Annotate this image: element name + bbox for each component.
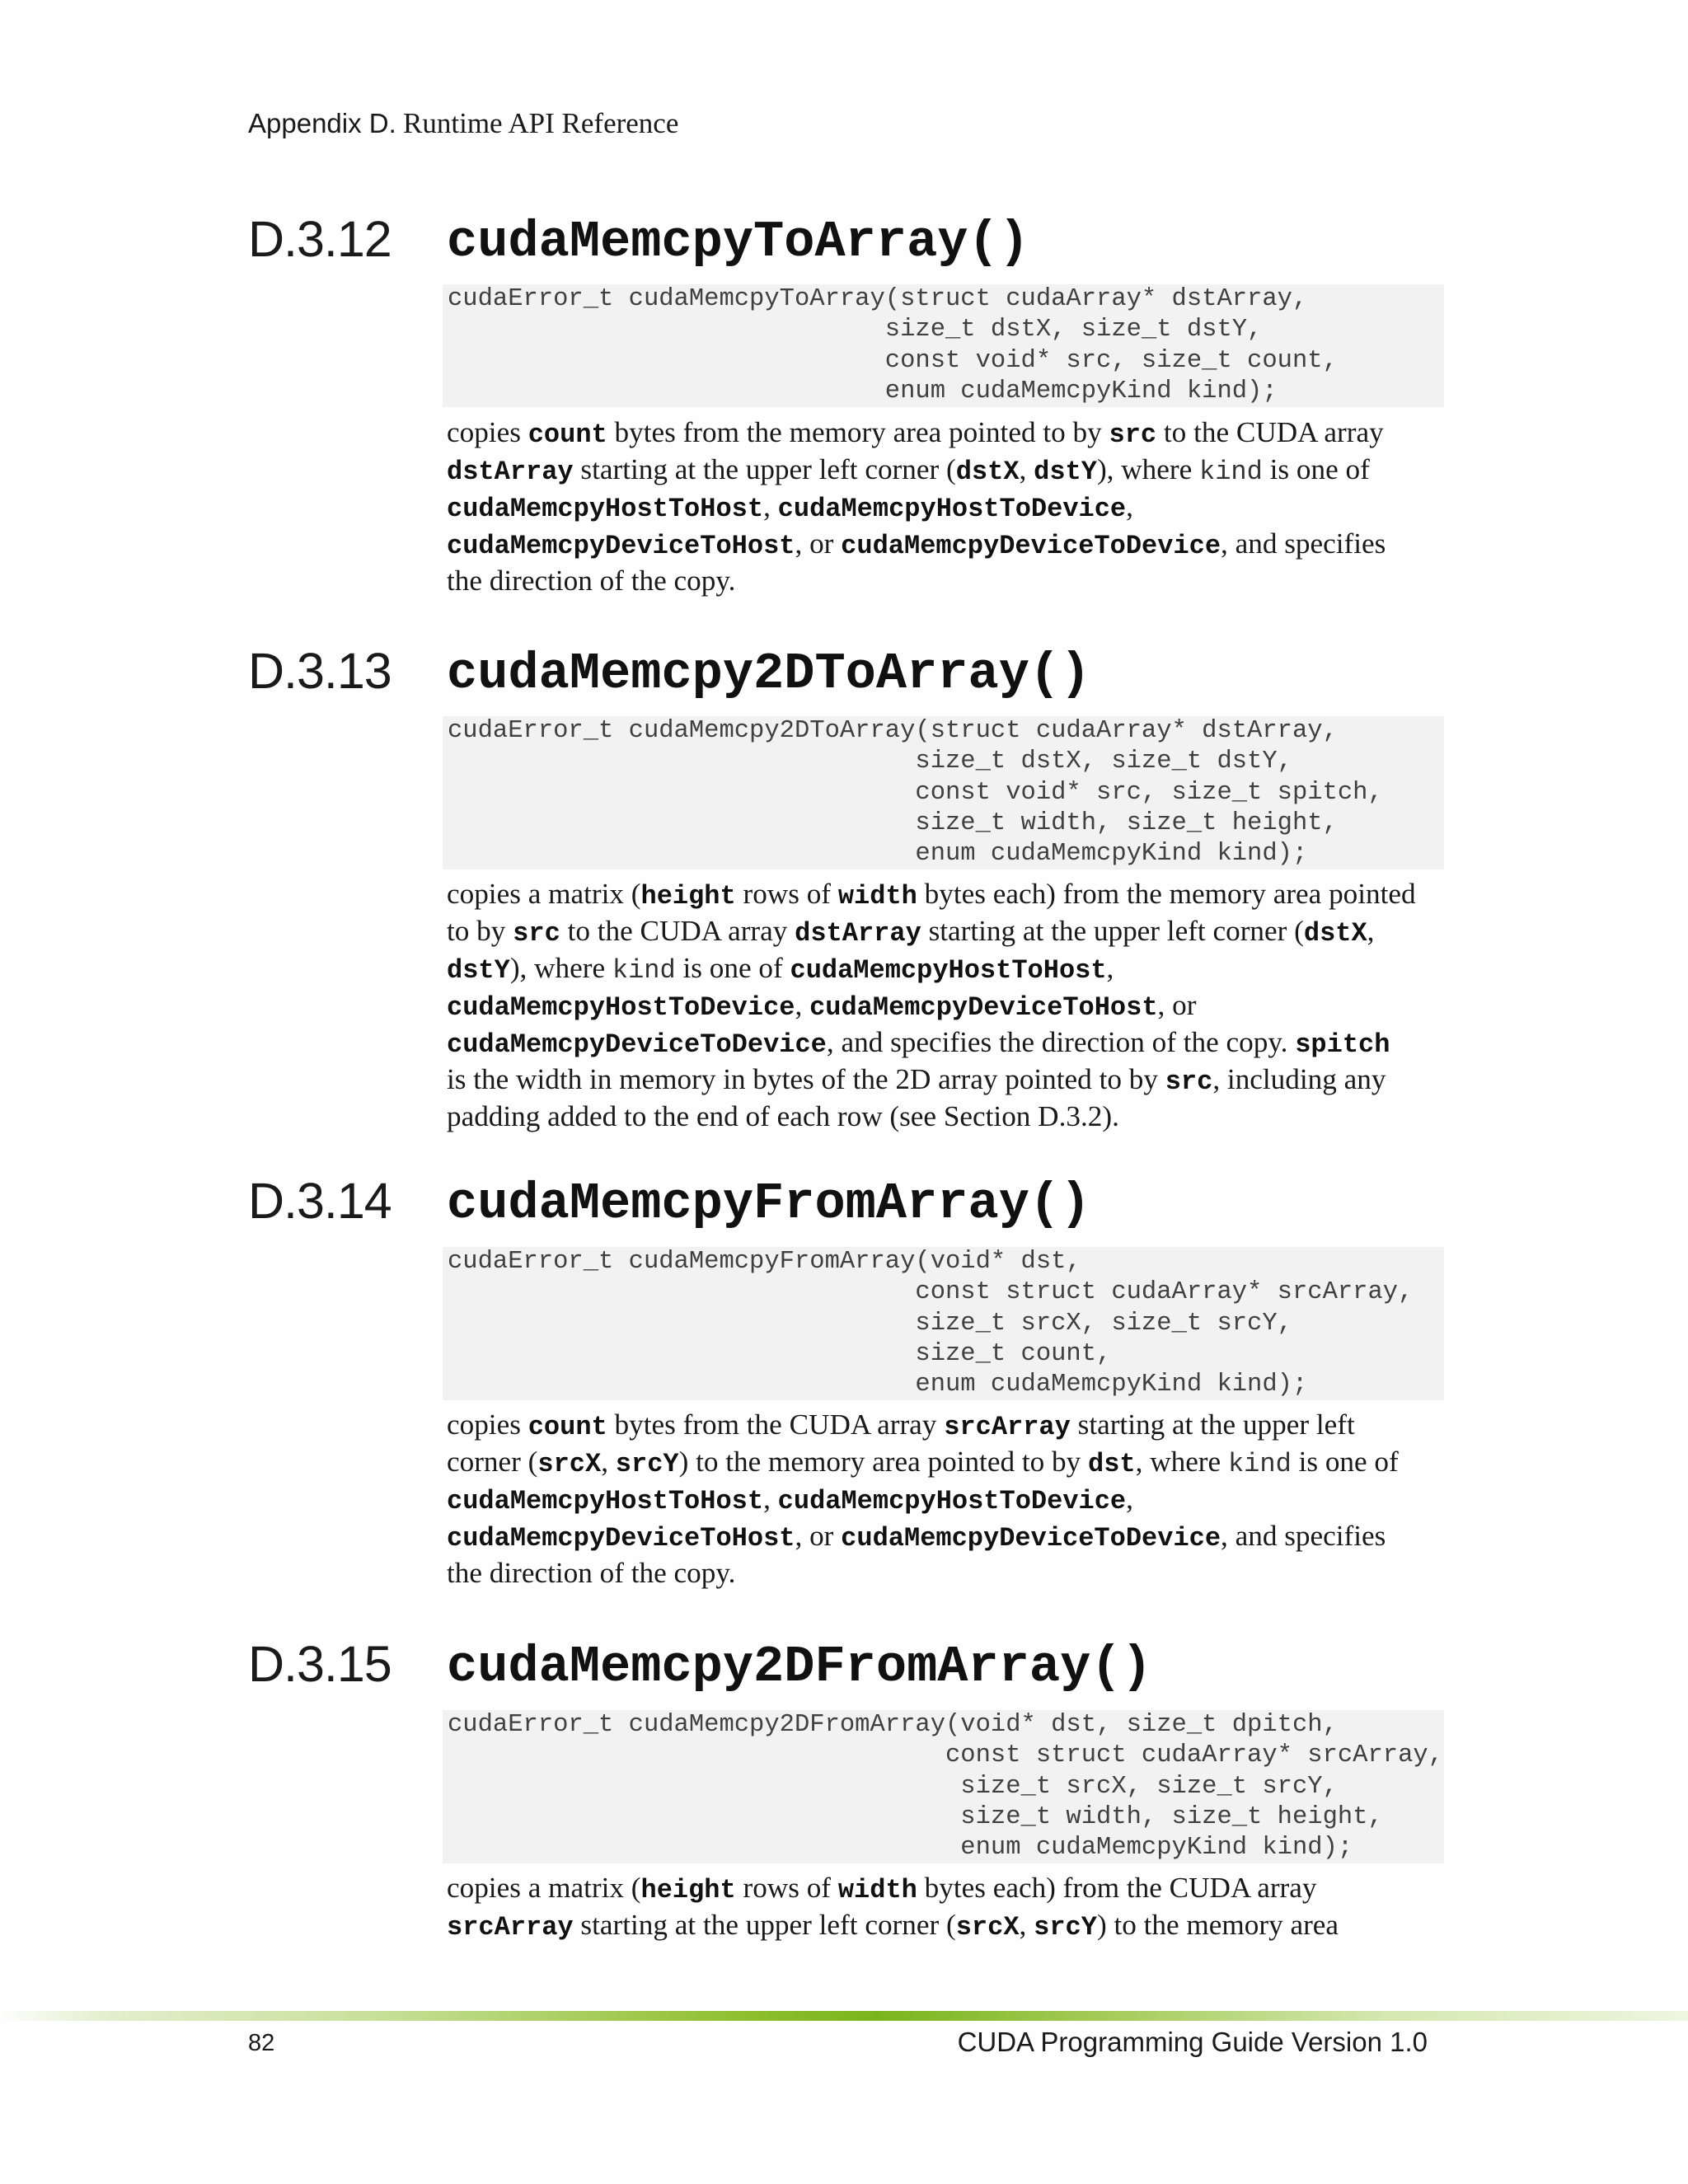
text-run: is one of (1262, 453, 1370, 485)
code-line: cudaError_t cudaMemcpy2DToArray(struct cudaArray* dstArray, (448, 717, 1338, 745)
description-line (447, 1482, 1436, 1519)
code-identifier: srcX (537, 1449, 602, 1479)
section-title: cudaMemcpyToArray() (447, 213, 1029, 271)
text-run: , (1367, 915, 1375, 947)
section-number: D.3.12 (248, 211, 392, 267)
code-line: enum cudaMemcpyKind kind); (448, 1371, 1308, 1399)
code-identifier: spitch (1295, 1029, 1390, 1060)
code-signature (443, 1247, 1444, 1400)
text-run: starting at the upper left corner ( (921, 915, 1304, 947)
code-identifier: dstY (1034, 457, 1097, 487)
footer-document-title: CUDA Programming Guide Version 1.0 (957, 2027, 1428, 2057)
text-run: , and specifies the direction of the copy. (826, 1026, 1296, 1058)
code-line: size_t dstX, size_t dstY, (448, 748, 1292, 776)
footer-gradient-bar (0, 2011, 1688, 2021)
description-line (447, 452, 1436, 490)
text-run: copies (447, 1408, 528, 1441)
code-identifier: cudaMemcpyDeviceToHost (809, 992, 1158, 1023)
text-run: , (1019, 453, 1034, 485)
section-description (447, 877, 1436, 1134)
text-run: starting at the upper left (1070, 1408, 1355, 1441)
code-identifier: height (640, 881, 736, 912)
description-line (447, 1871, 1436, 1908)
text-run: , (601, 1446, 616, 1478)
section-title: cudaMemcpy2DToArray() (447, 644, 1091, 703)
code-identifier: src (1165, 1066, 1213, 1097)
code-parameter: kind (1227, 1449, 1292, 1479)
text-run: , and specifies (1221, 1520, 1386, 1552)
code-line: enum cudaMemcpyKind kind); (448, 377, 1278, 405)
code-parameter: kind (1199, 457, 1263, 487)
description-line (447, 490, 1436, 527)
text-run: the direction of the copy. (447, 1557, 736, 1589)
code-identifier: cudaMemcpyHostToHost (447, 494, 764, 524)
code-signature (443, 716, 1444, 869)
code-line: size_t width, size_t height, (448, 1802, 1383, 1831)
code-identifier: height (640, 1875, 736, 1905)
code-identifier: cudaMemcpyDeviceToDevice (841, 1523, 1221, 1554)
description-line (447, 1062, 1436, 1099)
description-line (447, 1099, 1436, 1134)
text-run: corner ( (447, 1446, 538, 1478)
code-line: enum cudaMemcpyKind kind); (448, 840, 1308, 869)
text-run: to the CUDA array (560, 915, 795, 947)
text-run: starting at the upper left corner ( (573, 1909, 956, 1941)
section-title: cudaMemcpy2DFromArray() (447, 1638, 1152, 1696)
code-parameter: kind (612, 955, 676, 986)
code-line: size_t srcX, size_t srcY, (448, 1309, 1292, 1338)
text-run: starting at the upper left corner ( (573, 453, 956, 485)
text-run: copies a matrix ( (447, 1872, 641, 1904)
code-line: const void* src, size_t count, (448, 346, 1338, 375)
text-run: , (763, 490, 778, 523)
description-line (447, 1408, 1436, 1445)
text-run: rows of (735, 1872, 838, 1904)
code-identifier: dstX (1303, 918, 1367, 949)
code-line: size_t count, (448, 1339, 1112, 1368)
code-identifier: srcY (615, 1449, 679, 1479)
text-run: , or (1157, 989, 1197, 1021)
description-line (447, 1025, 1436, 1062)
code-line: enum cudaMemcpyKind kind); (448, 1834, 1353, 1863)
text-run: is one of (675, 952, 790, 984)
code-identifier: cudaMemcpyDeviceToDevice (447, 1029, 827, 1060)
code-line: cudaError_t cudaMemcpyToArray(struct cudaArray* dstArray, (448, 285, 1308, 313)
text-run: bytes each) from the CUDA array (917, 1872, 1317, 1904)
code-identifier: cudaMemcpyDeviceToDevice (841, 531, 1221, 561)
section-title: cudaMemcpyFromArray() (447, 1174, 1091, 1233)
code-identifier: srcArray (944, 1412, 1071, 1442)
description-line (447, 988, 1436, 1025)
section-description (447, 1408, 1436, 1591)
code-identifier: cudaMemcpyDeviceToHost (447, 1523, 795, 1554)
code-identifier: dstArray (447, 457, 574, 487)
code-line: size_t width, size_t height, (448, 808, 1338, 837)
code-identifier: count (528, 1412, 607, 1442)
running-header (248, 107, 678, 141)
description-line (447, 1556, 1436, 1591)
section-number: D.3.15 (248, 1636, 392, 1692)
code-identifier: cudaMemcpyHostToDevice (777, 494, 1127, 524)
description-line (447, 1519, 1436, 1556)
code-line: size_t dstX, size_t dstY, (448, 316, 1263, 344)
text-run: bytes from the CUDA array (607, 1408, 945, 1441)
description-line (447, 914, 1436, 951)
text-run: bytes each) from the memory area pointed (917, 878, 1416, 910)
text-run: ) to the memory area pointed to by (678, 1446, 1088, 1478)
code-identifier: cudaMemcpyHostToHost (790, 955, 1107, 986)
code-line: cudaError_t cudaMemcpyFromArray(void* dst, (448, 1248, 1081, 1276)
code-identifier: srcX (955, 1912, 1020, 1943)
page-number: 82 (248, 2030, 275, 2056)
text-run: , (795, 989, 810, 1021)
code-identifier: srcArray (447, 1912, 574, 1943)
code-line: cudaError_t cudaMemcpy2DFromArray(void* dst, size_t dpitch, (448, 1711, 1338, 1739)
code-identifier: cudaMemcpyHostToDevice (777, 1486, 1127, 1516)
section-number: D.3.13 (248, 643, 392, 699)
text-run: , (763, 1483, 778, 1515)
description-line (447, 415, 1436, 452)
text-run: , including any (1212, 1063, 1386, 1095)
description-line (447, 951, 1436, 988)
code-line: const void* src, size_t spitch, (448, 778, 1383, 807)
code-identifier: dst (1087, 1449, 1136, 1479)
text-run: is the width in memory in bytes of the 2D array pointed to by (447, 1063, 1165, 1095)
code-line: const struct cudaArray* srcArray, (448, 1741, 1443, 1770)
code-identifier: width (837, 881, 917, 912)
header-title: Runtime API Reference (403, 107, 679, 139)
code-identifier: dstArray (795, 918, 921, 949)
description-line (447, 527, 1436, 564)
text-run: ), where (509, 952, 612, 984)
section-description (447, 1871, 1436, 1945)
text-run: is one of (1291, 1446, 1399, 1478)
text-run: bytes from the memory area pointed to by (607, 416, 1109, 448)
header-appendix-label: Appendix D. (248, 108, 396, 138)
code-identifier: cudaMemcpyDeviceToHost (447, 531, 795, 561)
text-run: to by (447, 915, 513, 947)
text-run: to the CUDA array (1156, 416, 1384, 448)
code-identifier: src (513, 918, 560, 949)
code-identifier: cudaMemcpyHostToHost (447, 1486, 764, 1516)
text-run: ) to the memory area (1096, 1909, 1339, 1941)
code-signature (443, 284, 1444, 407)
code-identifier: count (528, 419, 607, 450)
text-run: copies a matrix ( (447, 878, 641, 910)
code-identifier: src (1109, 419, 1157, 450)
description-line (447, 1908, 1436, 1945)
description-line (447, 564, 1436, 598)
text-run: , where (1135, 1446, 1228, 1478)
text-run: copies (447, 416, 528, 448)
code-signature (443, 1710, 1444, 1863)
section-number: D.3.14 (248, 1173, 392, 1229)
text-run: , or (795, 527, 842, 560)
text-run: padding added to the end of each row (see Section D.3.2). (447, 1100, 1119, 1132)
section-description (447, 415, 1436, 598)
code-identifier: dstX (955, 457, 1020, 487)
text-run: the direction of the copy. (447, 565, 736, 597)
code-identifier: width (837, 1875, 917, 1905)
text-run: rows of (735, 878, 838, 910)
text-run: , (1106, 952, 1114, 984)
description-line (447, 1445, 1436, 1482)
text-run: ), where (1096, 453, 1200, 485)
text-run: , (1126, 490, 1133, 523)
description-line (447, 877, 1436, 914)
text-run: , (1126, 1483, 1133, 1515)
code-line: const struct cudaArray* srcArray, (448, 1278, 1414, 1307)
code-identifier: cudaMemcpyHostToDevice (447, 992, 795, 1023)
code-identifier: srcY (1034, 1912, 1097, 1943)
text-run: , or (795, 1520, 842, 1552)
code-line: size_t srcX, size_t srcY, (448, 1772, 1338, 1801)
text-run: , and specifies (1221, 527, 1386, 560)
code-identifier: dstY (447, 955, 510, 986)
text-run: , (1019, 1909, 1034, 1941)
